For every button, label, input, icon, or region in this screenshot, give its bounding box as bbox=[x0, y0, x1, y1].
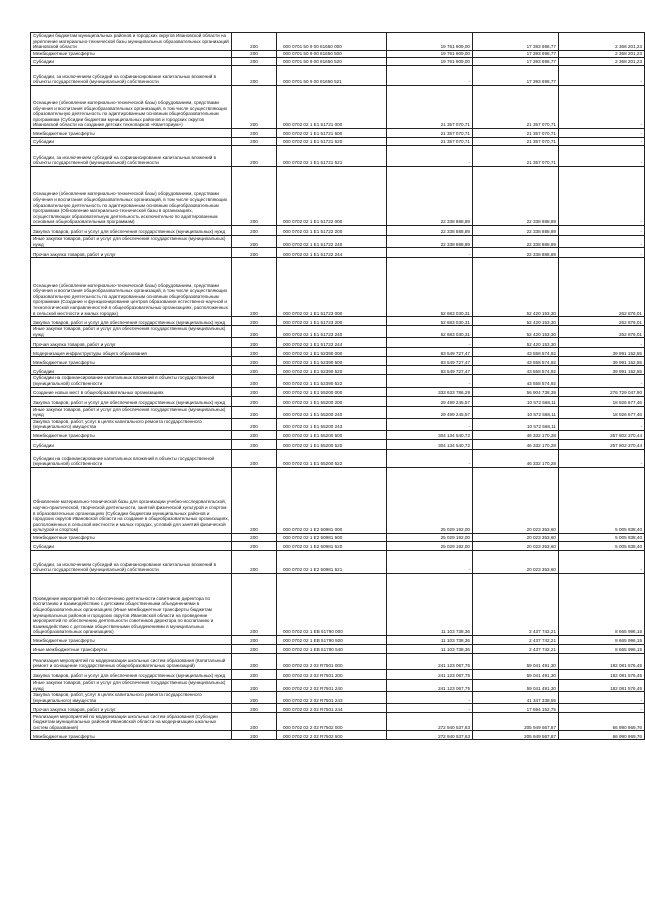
row-executed-amount: 10 572 568,11 bbox=[473, 406, 559, 418]
row-code: 200 bbox=[232, 366, 277, 375]
row-remaining-amount: 182 081 576,45 bbox=[559, 669, 645, 679]
row-remaining-amount: 182 081 576,45 bbox=[559, 679, 645, 691]
row-classification-code: 000 0702 02 1 E2 50981 521 bbox=[277, 550, 387, 573]
row-code: 200 bbox=[232, 635, 277, 644]
row-classification-code: 000 0702 02 1 E1 55200 200 bbox=[277, 396, 387, 406]
row-remaining-amount: - bbox=[559, 86, 645, 129]
budget-execution-table bbox=[30, 32, 645, 740]
row-remaining-amount: 8 665 996,15 bbox=[559, 635, 645, 644]
row-code: 200 bbox=[232, 704, 277, 713]
row-assigned-amount: 21 357 070,71 bbox=[387, 138, 473, 146]
row-name: Субсидии бюджетам муниципальных районов и городских округов Ивановской области на укрепление материально-технической базы муниципальных образовательных организаций Ивановской области bbox=[31, 33, 232, 51]
row-name: Закупка товаров, работ и услуг для обеспечения государственных (муниципальных) нужд bbox=[31, 317, 232, 326]
row-executed-amount: 22 338 888,89 bbox=[473, 248, 559, 258]
row-executed-amount: 2 437 742,21 bbox=[473, 573, 559, 635]
table-row bbox=[31, 146, 645, 167]
row-executed-amount: 22 338 888,89 bbox=[473, 167, 559, 226]
table-row bbox=[31, 375, 645, 387]
row-assigned-amount: 241 123 067,75 bbox=[387, 679, 473, 691]
row-classification-code: 000 0702 02 1 E1 52390 000 bbox=[277, 348, 387, 357]
row-remaining-amount: 2 368 201,23 bbox=[559, 51, 645, 58]
row-executed-amount: 22 338 888,89 bbox=[473, 226, 559, 236]
row-executed-amount: 20 023 353,60 bbox=[473, 533, 559, 541]
row-executed-amount: 43 558 574,92 bbox=[473, 348, 559, 357]
row-executed-amount: 17 393 698,77 bbox=[473, 51, 559, 58]
table-row bbox=[31, 138, 645, 146]
row-classification-code: 000 0702 02 1 E2 50981 520 bbox=[277, 541, 387, 550]
row-remaining-amount: - bbox=[559, 692, 645, 704]
row-name: Межбюджетные трансферты bbox=[31, 51, 232, 58]
row-executed-amount: 17 694 152,75 bbox=[473, 704, 559, 713]
row-code: 200 bbox=[232, 644, 277, 653]
table-row bbox=[31, 635, 645, 644]
row-executed-amount: 59 041 491,30 bbox=[473, 669, 559, 679]
table-row bbox=[31, 653, 645, 669]
row-assigned-amount: 52 683 030,31 bbox=[387, 326, 473, 338]
row-assigned-amount: 22 338 888,89 bbox=[387, 226, 473, 236]
row-code: 200 bbox=[232, 731, 277, 740]
row-code: 200 bbox=[232, 348, 277, 357]
row-assigned-amount: 21 357 070,71 bbox=[387, 86, 473, 129]
row-assigned-amount: 333 633 786,29 bbox=[387, 387, 473, 396]
row-executed-amount: 20 023 353,60 bbox=[473, 467, 559, 533]
table-row bbox=[31, 348, 645, 357]
row-classification-code: 000 0702 02 1 E2 50981 000 bbox=[277, 467, 387, 533]
row-classification-code: 000 0702 02 1 EВ 51790 540 bbox=[277, 644, 387, 653]
row-name: Межбюджетные трансферты bbox=[31, 430, 232, 439]
row-code: 200 bbox=[232, 338, 277, 348]
row-classification-code: 000 0702 02 1 E1 55200 500 bbox=[277, 430, 387, 439]
row-assigned-amount: 25 029 192,00 bbox=[387, 467, 473, 533]
row-assigned-amount: 22 338 888,89 bbox=[387, 236, 473, 248]
row-classification-code: 000 0702 02 1 E1 51721 520 bbox=[277, 138, 387, 146]
row-code: 200 bbox=[232, 418, 277, 430]
row-remaining-amount: - bbox=[559, 167, 645, 226]
row-assigned-amount: - bbox=[387, 418, 473, 430]
row-assigned-amount: - bbox=[387, 550, 473, 573]
row-classification-code: 000 0701 50 9 00 81650 520 bbox=[277, 58, 387, 66]
row-executed-amount: 17 393 698,77 bbox=[473, 33, 559, 51]
row-code: 200 bbox=[232, 138, 277, 146]
row-code: 200 bbox=[232, 146, 277, 167]
row-remaining-amount: 8 665 996,15 bbox=[559, 644, 645, 653]
table-row bbox=[31, 66, 645, 86]
row-name: Межбюджетные трансферты bbox=[31, 357, 232, 366]
row-code: 200 bbox=[232, 33, 277, 51]
row-classification-code: 000 0702 02 1 E1 55200 000 bbox=[277, 387, 387, 396]
row-remaining-amount: - bbox=[559, 375, 645, 387]
row-classification-code: 000 0702 02 1 E1 51722 000 bbox=[277, 167, 387, 226]
row-code: 200 bbox=[232, 396, 277, 406]
row-remaining-amount: - bbox=[559, 704, 645, 713]
row-remaining-amount: - bbox=[559, 66, 645, 86]
table-row bbox=[31, 387, 645, 396]
table-row bbox=[31, 248, 645, 258]
row-code: 200 bbox=[232, 533, 277, 541]
row-assigned-amount: 52 683 030,31 bbox=[387, 258, 473, 317]
row-name: Закупка товаров, работ, услуг в целях капитального ремонта государственного (муниципального) имущества bbox=[31, 692, 232, 704]
row-remaining-amount: - bbox=[559, 236, 645, 248]
row-executed-amount: 59 041 491,30 bbox=[473, 679, 559, 691]
row-code: 200 bbox=[232, 449, 277, 467]
row-name: Оснащение (обновление материально-технической базы) оборудованием, средствами обучения и воспитания общеобразовательных организаций, в том числе осуществляющих образовательную деятельность по адаптированным основным общеобразовательным программам (Субсидии бюджетам муниципальных районов и городских округов Ивановской области на создание детских технопарков «Кванториум») bbox=[31, 86, 232, 129]
row-classification-code: 000 0702 02 2 02 R7502 500 bbox=[277, 731, 387, 740]
row-assigned-amount: 83 549 727,47 bbox=[387, 366, 473, 375]
row-classification-code: 000 0702 02 2 02 R7501 200 bbox=[277, 669, 387, 679]
table-row bbox=[31, 541, 645, 550]
row-remaining-amount: - bbox=[559, 129, 645, 138]
row-executed-amount: 22 338 888,89 bbox=[473, 236, 559, 248]
row-remaining-amount: 5 005 838,40 bbox=[559, 533, 645, 541]
row-code: 200 bbox=[232, 550, 277, 573]
row-code: 200 bbox=[232, 357, 277, 366]
row-executed-amount: 17 393 698,77 bbox=[473, 66, 559, 86]
row-classification-code: 000 0702 02 1 E1 51723 200 bbox=[277, 317, 387, 326]
row-remaining-amount: 39 991 152,55 bbox=[559, 348, 645, 357]
row-assigned-amount: - bbox=[387, 248, 473, 258]
row-classification-code: 000 0702 02 2 02 R7501 240 bbox=[277, 679, 387, 691]
row-remaining-amount: 5 005 838,40 bbox=[559, 467, 645, 533]
row-classification-code: 000 0702 02 1 E2 50981 500 bbox=[277, 533, 387, 541]
row-name: Субсидии на софинансирование капитальных вложений в объекты государственной (муниципальной) собственности bbox=[31, 449, 232, 467]
row-executed-amount: 205 949 567,87 bbox=[473, 731, 559, 740]
row-remaining-amount: 39 991 152,55 bbox=[559, 357, 645, 366]
row-executed-amount: 2 437 742,21 bbox=[473, 635, 559, 644]
row-assigned-amount: 304 134 540,72 bbox=[387, 430, 473, 439]
row-remaining-amount: 18 926 677,46 bbox=[559, 406, 645, 418]
table-row bbox=[31, 731, 645, 740]
table-row bbox=[31, 406, 645, 418]
row-name: Иные закупки товаров, работ и услуг для обеспечения государственных (муниципальных) нужд bbox=[31, 326, 232, 338]
row-remaining-amount: 66 990 969,76 bbox=[559, 731, 645, 740]
row-code: 200 bbox=[232, 236, 277, 248]
row-classification-code: 000 0701 50 9 00 81650 521 bbox=[277, 66, 387, 86]
row-assigned-amount: 19 761 909,00 bbox=[387, 51, 473, 58]
row-executed-amount: 20 023 353,60 bbox=[473, 541, 559, 550]
row-name: Закупка товаров, работ, услуг в целях капитального ремонта государственного (муниципального) имущества bbox=[31, 418, 232, 430]
table-row bbox=[31, 58, 645, 66]
row-name: Субсидии bbox=[31, 439, 232, 449]
table-row bbox=[31, 439, 645, 449]
row-assigned-amount: 241 123 067,75 bbox=[387, 653, 473, 669]
table-row bbox=[31, 692, 645, 704]
row-executed-amount: 10 572 568,11 bbox=[473, 418, 559, 430]
table-row bbox=[31, 573, 645, 635]
row-remaining-amount: 257 802 370,44 bbox=[559, 439, 645, 449]
row-assigned-amount: - bbox=[387, 66, 473, 86]
row-executed-amount: 10 572 568,11 bbox=[473, 396, 559, 406]
row-name: Создание новых мест в общеобразовательных организациях bbox=[31, 387, 232, 396]
row-assigned-amount: 241 123 067,75 bbox=[387, 669, 473, 679]
row-assigned-amount: 25 029 192,00 bbox=[387, 533, 473, 541]
row-assigned-amount: 21 357 070,71 bbox=[387, 129, 473, 138]
row-assigned-amount: - bbox=[387, 449, 473, 467]
row-executed-amount: 52 420 153,30 bbox=[473, 317, 559, 326]
row-executed-amount: 17 393 698,77 bbox=[473, 58, 559, 66]
row-remaining-amount: - bbox=[559, 550, 645, 573]
row-name: Межбюджетные трансферты bbox=[31, 731, 232, 740]
row-remaining-amount: 262 876,01 bbox=[559, 317, 645, 326]
row-classification-code: 000 0702 02 2 02 R7502 000 bbox=[277, 713, 387, 731]
row-assigned-amount: 11 103 738,36 bbox=[387, 573, 473, 635]
row-name: Модернизация инфраструктуры общего образования bbox=[31, 348, 232, 357]
row-remaining-amount: 276 729 047,90 bbox=[559, 387, 645, 396]
row-assigned-amount: 19 761 909,00 bbox=[387, 58, 473, 66]
row-classification-code: 000 0702 02 1 E1 51723 244 bbox=[277, 338, 387, 348]
row-name: Прочая закупка товаров, работ и услуг bbox=[31, 704, 232, 713]
row-code: 200 bbox=[232, 430, 277, 439]
table-row bbox=[31, 418, 645, 430]
row-classification-code: 000 0702 02 1 E1 52390 522 bbox=[277, 375, 387, 387]
row-name: Оснащение (обновление материально-технической базы) оборудованием, средствами обучения и воспитания общеобразовательных организаций, в том числе осуществляющих образовательную деятельность по адаптированным основным общеобразовательным программам (Обновление материально-технической базы в организациях, осуществляющих образовательную деятельность исключительно по адаптированным основным общеобразовательным программам) bbox=[31, 167, 232, 226]
row-assigned-amount: 304 134 540,72 bbox=[387, 439, 473, 449]
row-classification-code: 000 0702 02 1 E1 55200 522 bbox=[277, 449, 387, 467]
row-classification-code: 000 0702 02 1 E1 51721 521 bbox=[277, 146, 387, 167]
row-name: Субсидии bbox=[31, 138, 232, 146]
row-name: Субсидии, за исключением субсидий на софинансирование капитальных вложений в объекты государственной (муниципальной) собственности bbox=[31, 66, 232, 86]
row-code: 200 bbox=[232, 439, 277, 449]
table-row bbox=[31, 129, 645, 138]
table-row bbox=[31, 338, 645, 348]
row-assigned-amount: 11 103 738,36 bbox=[387, 644, 473, 653]
row-name: Иные закупки товаров, работ и услуг для обеспечения государственных (муниципальных) нужд bbox=[31, 236, 232, 248]
row-assigned-amount: - bbox=[387, 146, 473, 167]
row-executed-amount: 20 023 353,60 bbox=[473, 550, 559, 573]
row-assigned-amount: 19 761 909,00 bbox=[387, 33, 473, 51]
table-row bbox=[31, 467, 645, 533]
table-body bbox=[31, 33, 645, 740]
row-name: Межбюджетные трансферты bbox=[31, 635, 232, 644]
row-code: 200 bbox=[232, 387, 277, 396]
row-classification-code: 000 0702 02 1 E1 51721 500 bbox=[277, 129, 387, 138]
row-remaining-amount: - bbox=[559, 146, 645, 167]
table-row bbox=[31, 317, 645, 326]
row-code: 200 bbox=[232, 375, 277, 387]
row-assigned-amount: 52 683 030,31 bbox=[387, 317, 473, 326]
row-classification-code: 000 0702 02 1 E1 51722 200 bbox=[277, 226, 387, 236]
table-row bbox=[31, 533, 645, 541]
row-name: Закупка товаров, работ и услуг для обеспечения государственных (муниципальных) нужд bbox=[31, 669, 232, 679]
row-name: Иные закупки товаров, работ и услуг для обеспечения государственных (муниципальных) нужд bbox=[31, 406, 232, 418]
row-executed-amount: 43 558 574,92 bbox=[473, 357, 559, 366]
row-remaining-amount: 39 991 152,55 bbox=[559, 366, 645, 375]
row-remaining-amount: 2 368 201,23 bbox=[559, 33, 645, 51]
table-row bbox=[31, 258, 645, 317]
table-row bbox=[31, 86, 645, 129]
row-code: 200 bbox=[232, 248, 277, 258]
row-classification-code: 000 0702 02 1 E1 55200 240 bbox=[277, 406, 387, 418]
row-code: 200 bbox=[232, 258, 277, 317]
table-row bbox=[31, 430, 645, 439]
row-remaining-amount: - bbox=[559, 338, 645, 348]
row-code: 200 bbox=[232, 317, 277, 326]
row-remaining-amount: 262 876,01 bbox=[559, 258, 645, 317]
row-classification-code: 000 0702 02 1 E1 51722 240 bbox=[277, 236, 387, 248]
row-code: 200 bbox=[232, 86, 277, 129]
row-executed-amount: 21 357 070,71 bbox=[473, 129, 559, 138]
row-name: Реализация мероприятий по модернизации школьных систем образования (Капитальный ремонт и оснащение государственных общеобразовательных организаций) bbox=[31, 653, 232, 669]
row-assigned-amount: - bbox=[387, 692, 473, 704]
table-row bbox=[31, 550, 645, 573]
table-row bbox=[31, 167, 645, 226]
row-assigned-amount: 272 940 537,63 bbox=[387, 713, 473, 731]
row-classification-code: 000 0702 02 1 E1 52390 520 bbox=[277, 366, 387, 375]
row-remaining-amount: - bbox=[559, 418, 645, 430]
table-row bbox=[31, 679, 645, 691]
row-remaining-amount: 182 081 576,45 bbox=[559, 653, 645, 669]
row-name: Субсидии bbox=[31, 58, 232, 66]
table-row bbox=[31, 713, 645, 731]
row-classification-code: 000 0702 02 1 E1 55200 243 bbox=[277, 418, 387, 430]
row-code: 200 bbox=[232, 692, 277, 704]
row-name: Проведение мероприятий по обеспечению деятельности советников директора по воспитанию и взаимодействию с детскими общественными объединениями в общеобразовательных организациях (Иные межбюджетные трансферты бюджетам муниципальных районов и городских округов Ивановской области на проведение мероприятий по обеспечению деятельности советников директора по воспитанию и взаимодействию с детскими общественными объединениями в муниципальных общеобразовательных организациях) bbox=[31, 573, 232, 635]
row-executed-amount: 43 558 574,92 bbox=[473, 366, 559, 375]
row-remaining-amount: 2 368 201,23 bbox=[559, 58, 645, 66]
row-executed-amount: 43 558 574,92 bbox=[473, 375, 559, 387]
row-name: Субсидии bbox=[31, 366, 232, 375]
row-classification-code: 000 0702 02 1 EВ 51790 500 bbox=[277, 635, 387, 644]
row-code: 200 bbox=[232, 679, 277, 691]
row-name: Субсидии bbox=[31, 541, 232, 550]
row-assigned-amount: - bbox=[387, 375, 473, 387]
row-assigned-amount: 29 499 245,57 bbox=[387, 396, 473, 406]
row-executed-amount: 2 437 742,21 bbox=[473, 644, 559, 653]
table-row bbox=[31, 449, 645, 467]
row-classification-code: 000 0702 02 1 E1 51721 000 bbox=[277, 86, 387, 129]
row-assigned-amount: - bbox=[387, 704, 473, 713]
table-row bbox=[31, 33, 645, 51]
row-code: 200 bbox=[232, 467, 277, 533]
row-name: Иные закупки товаров, работ и услуг для обеспечения государственных (муниципальных) нужд bbox=[31, 679, 232, 691]
row-executed-amount: 52 420 153,30 bbox=[473, 258, 559, 317]
row-remaining-amount: - bbox=[559, 449, 645, 467]
row-name: Реализация мероприятий по модернизации школьных систем образования (Субсидии бюджетам муниципальных районов Ивановской области на модернизацию школьных систем образования) bbox=[31, 713, 232, 731]
row-remaining-amount: 262 876,01 bbox=[559, 326, 645, 338]
table-row bbox=[31, 226, 645, 236]
row-classification-code: 000 0702 02 2 02 R7501 244 bbox=[277, 704, 387, 713]
row-code: 200 bbox=[232, 51, 277, 58]
row-remaining-amount: - bbox=[559, 226, 645, 236]
row-classification-code: 000 0702 02 1 EВ 51790 000 bbox=[277, 573, 387, 635]
row-assigned-amount: 83 549 727,47 bbox=[387, 357, 473, 366]
row-classification-code: 000 0702 02 1 E1 55200 520 bbox=[277, 439, 387, 449]
row-code: 200 bbox=[232, 573, 277, 635]
row-classification-code: 000 0701 50 9 00 81650 000 bbox=[277, 33, 387, 51]
row-name: Прочая закупка товаров, работ и услуг bbox=[31, 248, 232, 258]
table-row bbox=[31, 51, 645, 58]
row-classification-code: 000 0702 02 1 E1 51723 240 bbox=[277, 326, 387, 338]
row-code: 200 bbox=[232, 58, 277, 66]
row-assigned-amount: 29 499 245,57 bbox=[387, 406, 473, 418]
row-code: 200 bbox=[232, 167, 277, 226]
row-code: 200 bbox=[232, 669, 277, 679]
row-assigned-amount: - bbox=[387, 338, 473, 348]
row-classification-code: 000 0702 02 2 02 R7501 243 bbox=[277, 692, 387, 704]
row-remaining-amount: 8 665 996,15 bbox=[559, 573, 645, 635]
row-assigned-amount: 11 103 738,36 bbox=[387, 635, 473, 644]
row-classification-code: 000 0702 02 1 E1 52390 500 bbox=[277, 357, 387, 366]
row-remaining-amount: 5 005 838,40 bbox=[559, 541, 645, 550]
row-code: 200 bbox=[232, 406, 277, 418]
table-row bbox=[31, 236, 645, 248]
row-assigned-amount: 272 940 537,63 bbox=[387, 731, 473, 740]
row-assigned-amount: 22 338 888,89 bbox=[387, 167, 473, 226]
row-name: Закупка товаров, работ и услуг для обеспечения государственных (муниципальных) нужд bbox=[31, 226, 232, 236]
row-name: Закупка товаров, работ и услуг для обеспечения государственных (муниципальных) нужд bbox=[31, 396, 232, 406]
row-executed-amount: 46 332 170,28 bbox=[473, 430, 559, 439]
row-name: Субсидии, за исключением субсидий на софинансирование капитальных вложений в объекты государственной (муниципальной) собственности bbox=[31, 146, 232, 167]
row-remaining-amount: 66 990 969,76 bbox=[559, 713, 645, 731]
row-executed-amount: 52 420 153,30 bbox=[473, 326, 559, 338]
row-classification-code: 000 0701 50 9 00 81650 500 bbox=[277, 51, 387, 58]
row-executed-amount: 52 420 153,30 bbox=[473, 338, 559, 348]
row-name: Оснащение (обновление материально-технической базы) оборудованием, средствами обучения и воспитания общеобразовательных организаций, в том числе осуществляющих образовательную деятельность по адаптированным основным общеобразовательным программам (Создание и функционирование центров образования естественно-научной и технологической направленностей в общеобразовательных организациях, расположенных в сельской местности и малых городах) bbox=[31, 258, 232, 317]
row-classification-code: 000 0702 02 2 02 R7501 000 bbox=[277, 653, 387, 669]
row-executed-amount: 41 347 338,55 bbox=[473, 692, 559, 704]
row-name: Иные межбюджетные трансферты bbox=[31, 644, 232, 653]
table-row bbox=[31, 366, 645, 375]
row-classification-code: 000 0702 02 1 E1 51723 000 bbox=[277, 258, 387, 317]
row-name: Субсидии на софинансирование капитальных вложений в объекты государственной (муниципальной) собственности bbox=[31, 375, 232, 387]
row-code: 200 bbox=[232, 326, 277, 338]
row-assigned-amount: 83 549 727,47 bbox=[387, 348, 473, 357]
row-code: 200 bbox=[232, 129, 277, 138]
table-row bbox=[31, 704, 645, 713]
row-name: Межбюджетные трансферты bbox=[31, 129, 232, 138]
row-executed-amount: 46 332 170,28 bbox=[473, 449, 559, 467]
row-executed-amount: 21 357 070,71 bbox=[473, 138, 559, 146]
row-code: 200 bbox=[232, 66, 277, 86]
row-executed-amount: 59 041 491,30 bbox=[473, 653, 559, 669]
row-code: 200 bbox=[232, 226, 277, 236]
table-row bbox=[31, 396, 645, 406]
row-assigned-amount: 25 029 192,00 bbox=[387, 541, 473, 550]
row-executed-amount: 21 357 070,71 bbox=[473, 146, 559, 167]
row-code: 200 bbox=[232, 713, 277, 731]
table-row bbox=[31, 357, 645, 366]
row-name: Обновление материально-технической базы для организации учебно-исследовательской, научно-практической, творческой деятельности, занятий физической культурой и спортом в образовательных организациях (Субсидии бюджетам муниципальных районов и городских округов Ивановской области на создание в общеобразовательных организациях, расположенных в сельской местности и малых городах, условий для занятий физической культурой и спортом) bbox=[31, 467, 232, 533]
table-row bbox=[31, 644, 645, 653]
table-row bbox=[31, 669, 645, 679]
row-remaining-amount: - bbox=[559, 138, 645, 146]
table-row bbox=[31, 326, 645, 338]
row-name: Межбюджетные трансферты bbox=[31, 533, 232, 541]
row-remaining-amount: 257 802 370,44 bbox=[559, 430, 645, 439]
row-code: 200 bbox=[232, 653, 277, 669]
row-code: 200 bbox=[232, 541, 277, 550]
row-name: Прочая закупка товаров, работ и услуг bbox=[31, 338, 232, 348]
row-executed-amount: 46 332 170,28 bbox=[473, 439, 559, 449]
row-classification-code: 000 0702 02 1 E1 51722 244 bbox=[277, 248, 387, 258]
row-executed-amount: 56 904 738,39 bbox=[473, 387, 559, 396]
row-remaining-amount: - bbox=[559, 248, 645, 258]
row-name: Субсидии, за исключением субсидий на софинансирование капитальных вложений в объекты государственной (муниципальной) собственности bbox=[31, 550, 232, 573]
row-remaining-amount: 18 926 677,46 bbox=[559, 396, 645, 406]
row-executed-amount: 21 357 070,71 bbox=[473, 86, 559, 129]
row-executed-amount: 205 949 567,87 bbox=[473, 713, 559, 731]
